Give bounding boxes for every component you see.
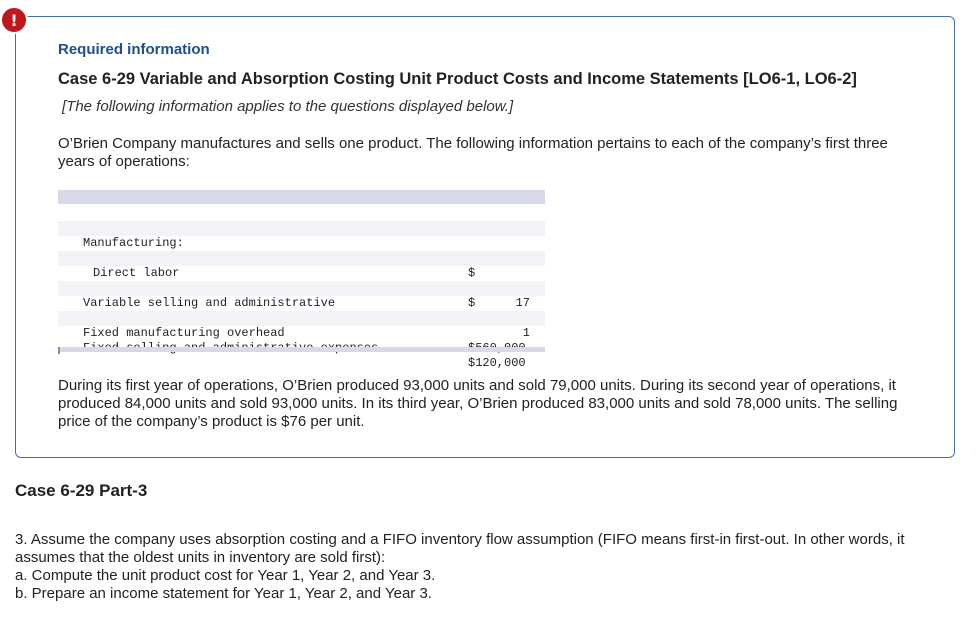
operations-paragraph: During its first year of operations, O’Brien produced 93,000 units and sold 79,000 units. During its second year of operations, it produced 84,000 units and sold 93,000 units. In its third year, O’Brien produced 83,000 units and sold 78,000 units. The selling price of the company’s product is $76 per unit. — [58, 377, 898, 430]
required-information-heading: Required information — [58, 41, 210, 58]
question-block — [15, 531, 960, 603]
row-label: Manufacturing: — [83, 236, 184, 250]
table-row — [58, 296, 545, 311]
table-footer-bar — [58, 347, 545, 352]
row-label: Fixed manufacturing overhead — [83, 326, 285, 340]
row-amount: 1 — [522, 326, 530, 340]
row-label: Variable selling and administrative — [83, 296, 336, 310]
table-footer-tick — [58, 347, 60, 354]
table-row — [58, 206, 545, 221]
applies-note: [The following information applies to the questions displayed below.] — [62, 98, 514, 115]
question-item-b: b. Prepare an income statement for Year 1, Year 2, and Year 3. — [15, 585, 432, 602]
row-dollar-sign: $ — [468, 266, 476, 280]
part-title: Case 6-29 Part-3 — [15, 481, 148, 500]
row-amount: $120,000 — [468, 356, 526, 370]
table-row — [58, 326, 545, 370]
question-item-a: a. Compute the unit product cost for Year 1, Year 2, and Year 3. — [15, 567, 436, 584]
cost-data-table — [58, 190, 545, 370]
case-title: Case 6-29 Variable and Absorption Costing Unit Product Costs and Income Statements [LO6-1, LO6-2] — [58, 70, 857, 88]
question-intro: 3. Assume the company uses absorption costing and a FIFO inventory flow assumption (FIFO means first-in first-out. In other words, it assumes that the oldest units in inventory are sold first): — [15, 531, 905, 566]
alert-icon: ! — [0, 6, 28, 34]
row-label: Direct labor — [93, 266, 180, 280]
table-row — [58, 311, 545, 340]
table-row — [58, 221, 545, 250]
row-amount: 17 — [515, 296, 530, 310]
row-dollar-sign: $ — [468, 296, 476, 310]
table-header-bar — [58, 190, 545, 204]
intro-paragraph: O’Brien Company manufactures and sells one product. The following information pertains to each of the company’s first three years of operations: — [58, 135, 888, 170]
